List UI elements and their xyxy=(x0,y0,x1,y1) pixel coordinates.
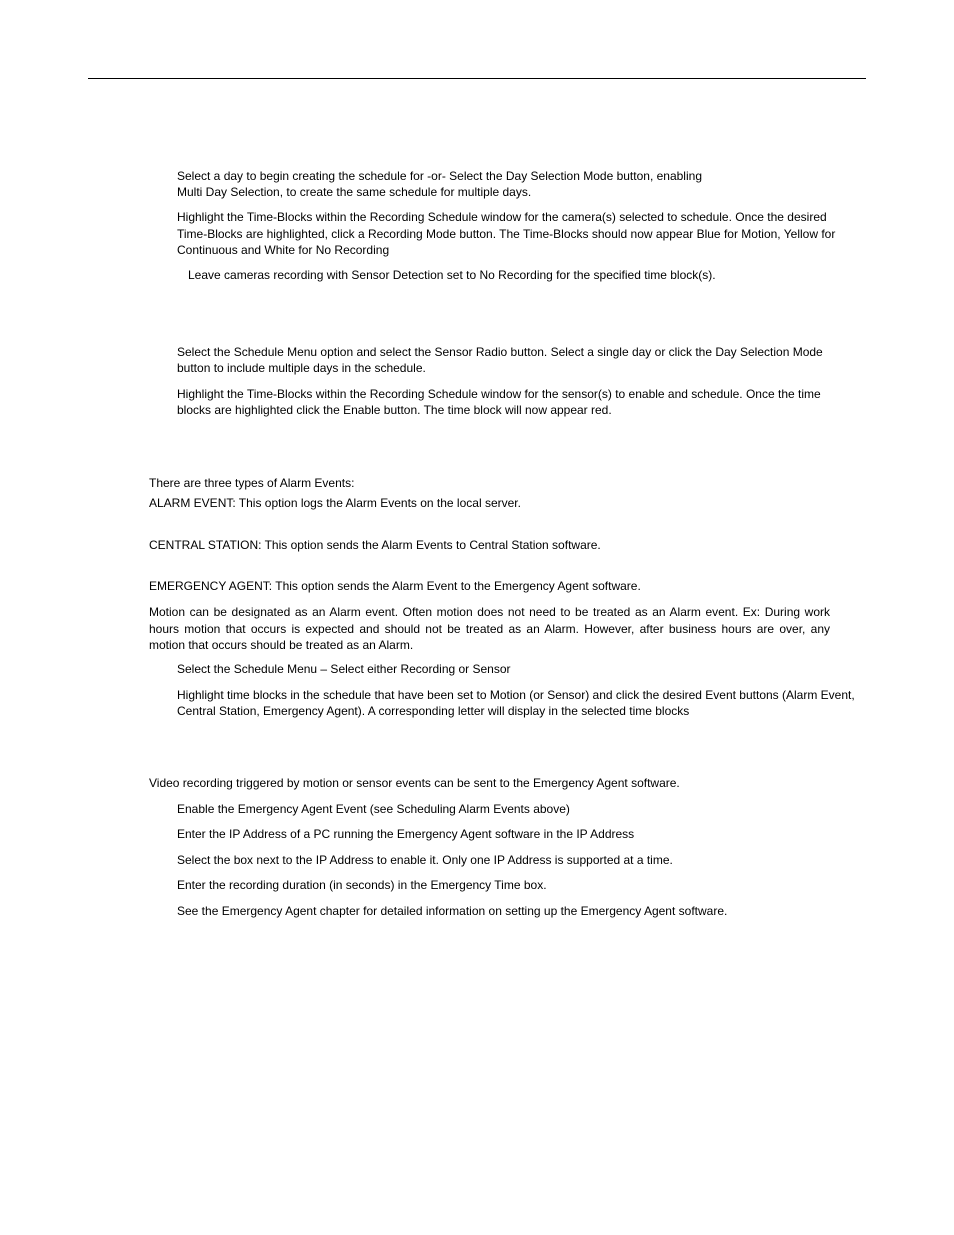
step-select-day-line1: Select a day to begin creating the schedule for -or- Select the Day Selection Mode button, enabling xyxy=(177,169,702,183)
step-schedule-menu: Select the Schedule Menu – Select either Recording or Sensor xyxy=(177,662,511,676)
step-highlight-camera-line3: Continuous and White for No Recording xyxy=(177,243,390,257)
step-sensor-menu-line2: button to include multiple days in the schedule. xyxy=(177,361,426,375)
step-see-chapter: See the Emergency Agent chapter for detailed information on setting up the Emergency Agent software. xyxy=(177,904,728,918)
step-sensor-menu-line1: Select the Schedule Menu option and select the Sensor Radio button. Select a single day or click the Day Selection Mode xyxy=(177,345,823,359)
step-enter-ip-address: Enter the IP Address of a PC running the Emergency Agent software in the IP Address xyxy=(177,827,635,841)
alarm-type-alarm-event: ALARM EVENT: This option logs the Alarm Events on the local server. xyxy=(149,496,521,510)
alarm-type-emergency-agent: EMERGENCY AGENT: This option sends the Alarm Event to the Emergency Agent software. xyxy=(149,579,641,593)
emergency-agent-intro: Video recording triggered by motion or sensor events can be sent to the Emergency Agent software. xyxy=(149,776,680,790)
header-rule xyxy=(88,78,866,79)
alarm-type-central-station: CENTRAL STATION: This option sends the Alarm Events to Central Station software. xyxy=(149,538,601,552)
step-select-day-line2: Multi Day Selection, to create the same schedule for multiple days. xyxy=(177,185,532,199)
motion-alarm-explanation: Motion can be designated as an Alarm event. Often motion does not need to be treated as an Alarm event. Ex: During work hours motion that occurs is expected and should not be treated as an Alarm. However, after business hours are over, any motion that occurs should be treated as an Alarm. xyxy=(149,605,830,652)
step-enable-ip-box: Select the box next to the IP Address to enable it. Only one IP Address is supported at a time. xyxy=(177,853,673,867)
step-recording-duration: Enter the recording duration (in seconds) in the Emergency Time box. xyxy=(177,878,547,892)
step-enable-emergency-agent: Enable the Emergency Agent Event (see Scheduling Alarm Events above) xyxy=(177,802,570,816)
step-highlight-camera-line2: Time-Blocks are highlighted, click a Recording Mode button. The Time-Blocks should now appear Blue for Motion, Yellow for xyxy=(177,227,836,241)
note-sensor-detection: Leave cameras recording with Sensor Detection set to No Recording for the specified time block(s). xyxy=(188,268,716,282)
step-highlight-sensor-line1: Highlight the Time-Blocks within the Recording Schedule window for the sensor(s) to enable and schedule. Once the time xyxy=(177,387,821,401)
step-highlight-events-line2: Central Station, Emergency Agent). A corresponding letter will display in the selected time blocks xyxy=(177,704,690,718)
step-highlight-events-line1: Highlight time blocks in the schedule that have been set to Motion (or Sensor) and click the desired Event buttons (Alarm Event, xyxy=(177,688,855,702)
step-highlight-camera-line1: Highlight the Time-Blocks within the Recording Schedule window for the camera(s) selected to schedule. Once the desired xyxy=(177,210,827,224)
step-highlight-sensor-line2: blocks are highlighted click the Enable button. The time block will now appear red. xyxy=(177,403,612,417)
alarm-types-intro: There are three types of Alarm Events: xyxy=(149,476,355,490)
